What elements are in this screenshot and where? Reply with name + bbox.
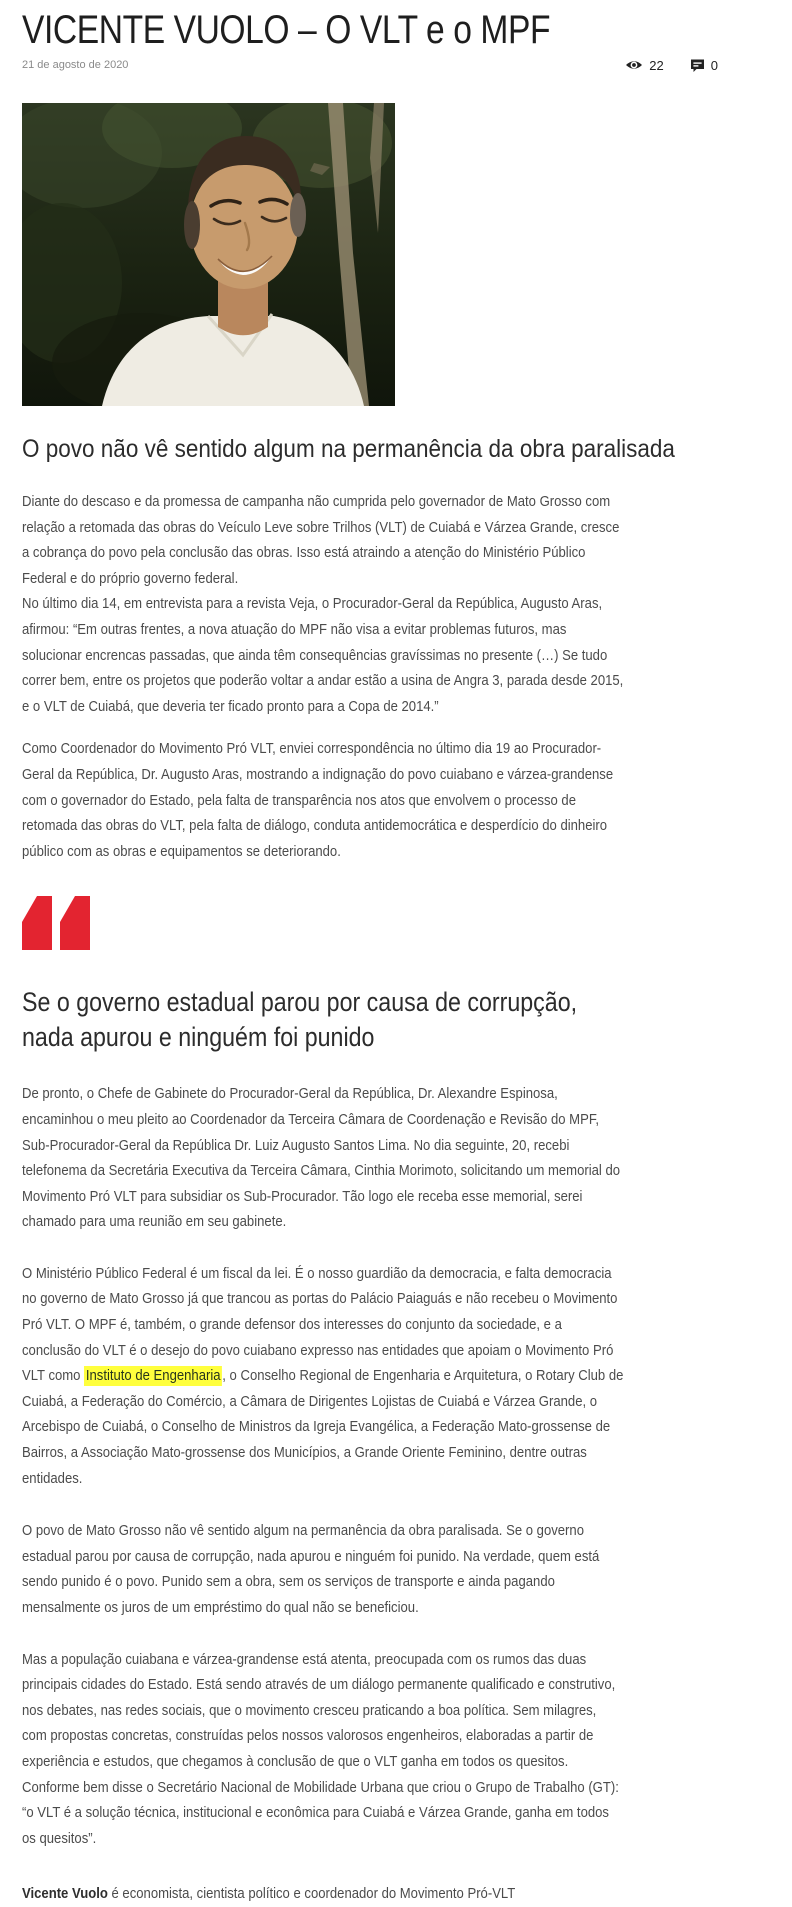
comment-count[interactable] xyxy=(690,58,718,73)
section-heading-1: O povo não vê sentido algum na permanência da obra paralisada xyxy=(22,435,675,463)
paragraph-4-after-highlight: , o Conselho Regional de Engenharia e Arquitetura, o Rotary Club de Cuiabá, a Federação do Comércio, a Câmara de Dirigentes Lojistas de Cuiabá e Várzea Grande, o Arcebispo de Cuiabá, o Conselho de Ministros da Igreja Evangélica, a Federação Mato-grossense de Bairros, a Associação Mato-grossense dos Municípios, a Grande Oriente Feminino, dentre outras entidades. xyxy=(22,1367,624,1487)
author-line xyxy=(22,1881,624,1907)
view-count-value: 22 xyxy=(649,57,664,73)
eye-icon xyxy=(625,59,643,71)
post-date: 21 de agosto de 2020 xyxy=(22,59,129,71)
post-stats xyxy=(625,58,770,73)
section-heading-2-line-1: Se o governo estadual parou por causa de corrupção, xyxy=(22,987,578,1018)
paragraph-4-before-highlight: O Ministério Público Federal é um fiscal da lei. É o nosso guardião da democracia, e falta democracia no governo de Mato Grosso já que trancou as portas do Palácio Paiaguás e não recebeu o Movimento Pró VLT. O MPF é, também, o grande defensor dos interesses do conjunto da sociedade, e a conclusão do VLT é o desejo do povo cuiabano expresso nas entidades que apoiam o Movimento Pró VLT como xyxy=(22,1264,618,1385)
highlighted-text: Instituto de Engenharia xyxy=(85,1367,221,1385)
comment-count-value: 0 xyxy=(710,57,718,73)
photo-placeholder-portrait xyxy=(22,103,395,406)
view-count xyxy=(625,58,663,73)
paragraph-5: O povo de Mato Grosso não vê sentido algum na permanência da obra paralisada. Se o governo estadual parou por causa de corrupção, nada apurou e ninguém foi punido. Na verdade, quem está sendo punido é o povo. Punido sem a obra, sem os serviços de transporte e ainda pagando mensalmente os juros de um empréstimo do qual não se beneficiou. xyxy=(22,1522,600,1616)
paragraph-4 xyxy=(22,1261,624,1491)
double-quote-icon xyxy=(22,896,770,952)
comment-bubble-icon xyxy=(690,59,705,72)
author-description: é economista, cientista político e coordenador do Movimento Pró-VLT xyxy=(111,1885,516,1903)
paragraph-1-part-a: Diante do descaso e da promessa de campanha não cumprida pelo governador de Mato Grosso com relação a retomada das obras do Veículo Leve sobre Trilhos (VLT) de Cuiabá e Várzea Grande, cresce a cobrança do povo pela conclusão das obras. Isso está atraindo a atenção do Ministério Público Federal e do próprio governo federal. xyxy=(22,493,620,587)
author-name: Vicente Vuolo xyxy=(22,1885,108,1903)
paragraph-1 xyxy=(22,489,624,719)
section-heading-2 xyxy=(22,985,665,1055)
post-meta xyxy=(22,57,770,73)
paragraph-2: Como Coordenador do Movimento Pró VLT, enviei correspondência no último dia 19 ao Procurador-Geral da República, Dr. Augusto Aras, mostrando a indignação do povo cuiabano e várzea-grandense com o governador do Estado, pela falta de transparência nos atos que envolvem o processo de retomada das obras do VLT, pela falta de diálogo, conduta antidemocrática e desperdício do dinheiro público com as obras e equipamentos se deteriorando. xyxy=(22,740,614,860)
page-title: VICENTE VUOLO – O VLT e o MPF xyxy=(22,8,551,52)
paragraph-3: De pronto, o Chefe de Gabinete do Procurador-Geral da República, Dr. Alexandre Espinosa, encaminhou o meu pleito ao Coordenador da Terceira Câmara de Coordenação e Revisão do MPF, Sub-Procurador-Geral da República Dr. Luiz Augusto Santos Lima. No dia seguinte, 20, recebi telefonema da Secretária Executiva da Terceira Câmara, Cinthia Morimoto, solicitando um memorial do Movimento Pró VLT para subsidiar os Sub-Procurador. Tão logo ele receba esse memorial, serei chamado para uma reunião em seu gabinete. xyxy=(22,1085,621,1231)
section-heading-2-line-2: nada apurou e ninguém foi punido xyxy=(22,1022,375,1053)
paragraph-6: Mas a população cuiabana e várzea-grandense está atenta, preocupada com os rumos das duas principais cidades do Estado. Está sendo através de um diálogo permanente qualificado e construtivo, nos debates, nas redes sociais, que o movimento cresceu praticando a boa política. Sem milagres, com propostas concretas, construídas pelos nossos valorosos engenheiros, elaboradas a partir de experiência e estudos, que chegamos à conclusão de que o VLT ganha em todos os quesitos. Conforme bem disse o Secretário Nacional de Mobilidade Urbana que criou o Grupo de Trabalho (GT): “o VLT é a solução técnica, institucional e econômica para Cuiabá e Várzea Grande, ganha em todos os quesitos”. xyxy=(22,1650,619,1847)
paragraph-1-part-b: No último dia 14, em entrevista para a revista Veja, o Procurador-Geral da República, Augusto Aras, afirmou: “Em outras frentes, a nova atuação do MPF não visa a evitar problemas futuros, mas solucionar encrencas passadas, que ainda têm consequências gravíssimas no presente (…) Se tudo correr bem, entre os projetos que poderão voltar a andar estão a usina de Angra 3, parada desde 2015, e o VLT de Cuiabá, que deveria ter ficado pronto para a Copa de 2014.” xyxy=(22,595,624,715)
article-photo xyxy=(22,103,395,406)
